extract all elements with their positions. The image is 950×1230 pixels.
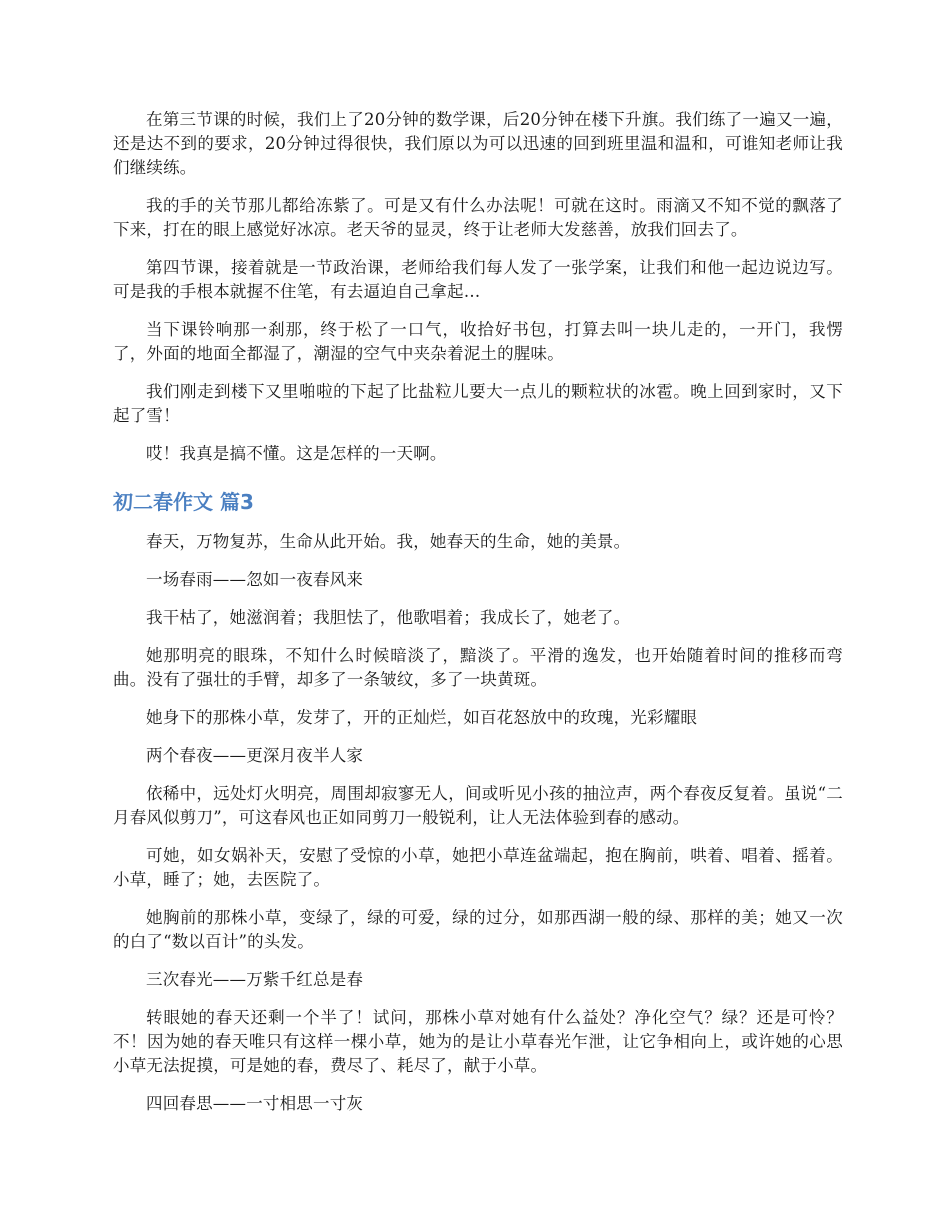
paragraph: 她身下的那株小草，发芽了，开的正灿烂，如百花怒放中的玫瑰，光彩耀眼 [146,708,698,727]
subheading-line: 一场春雨——忽如一夜春风来 [146,570,364,589]
paragraph: 转眼她的春天还剩一个半了！试问，那株小草对她有什么益处？净化空气？绿？还是可怜？不！因为她的春天唯只有这样一棵小草，她为的是让小草春光乍泄，让它争相向上，或许她的心思小草无法捉摸，可是她的春，费尽了、耗尽了，献于小草。 [113,1008,843,1075]
paragraph: 我干枯了，她滋润着；我胆怯了，他歌唱着；我成长了，她老了。 [146,608,631,627]
paragraph: 在第三节课的时候，我们上了20分钟的数学课，后20分钟在楼下升旗。我们练了一遍又一遍，还是达不到的要求，20分钟过得很快，我们原以为可以迅速的回到班里温和温和，可谁知老师让我们继续练。 [113,110,843,177]
paragraph: 春天，万物复苏，生命从此开始。我，她春天的生命，她的美景。 [146,532,631,551]
paragraph: 她胸前的那株小草，变绿了，绿的可爱，绿的过分，如那西湖一般的绿、那样的美；她又一次的白了“数以百计”的头发。 [113,908,843,951]
paragraph: 哎！我真是搞不懂。这是怎样的一天啊。 [146,444,447,463]
section-heading: 初二春作文 篇3 [113,490,254,514]
paragraph: 依稀中，远处灯火明亮，周围却寂寥无人，间或听见小孩的抽泣声，两个春夜反复着。虽说“二月春风似剪刀”，可这春风也正如同剪刀一般锐利，让人无法体验到春的感动。 [113,784,843,827]
paragraph: 可她，如女娲补天，安慰了受惊的小草，她把小草连盆端起，抱在胸前，哄着、唱着、摇着。小草，睡了；她，去医院了。 [113,846,843,889]
document-page [113,108,843,1130]
section-1 [113,108,843,466]
paragraph: 我的手的关节那儿都给冻紫了。可是又有什么办法呢！可就在这时。雨滴又不知不觉的飘落了下来，打在的眼上感觉好冰凉。老天爷的显灵，终于让老师大发慈善，放我们回去了。 [113,196,843,239]
subheading-line: 两个春夜——更深月夜半人家 [146,746,364,765]
section-2 [113,530,843,1116]
subheading-line: 三次春光——万紫千红总是春 [146,970,364,989]
paragraph: 她那明亮的眼珠，不知什么时候暗淡了，黯淡了。平滑的逸发，也开始随着时间的推移而弯曲。没有了强壮的手臂，却多了一条皱纹，多了一块黄斑。 [113,646,843,689]
paragraph: 当下课铃响那一刹那，终于松了一口气，收拾好书包，打算去叫一块儿走的，一开门，我愣了，外面的地面全都湿了，潮湿的空气中夹杂着泥土的腥味。 [113,320,843,363]
subheading-line: 四回春思——一寸相思一寸灰 [146,1094,364,1113]
paragraph: 第四节课，接着就是一节政治课，老师给我们每人发了一张学案，让我们和他一起边说边写。可是我的手根本就握不住笔，有去逼迫自己拿起… [113,258,843,301]
paragraph: 我们刚走到楼下又里啪啦的下起了比盐粒儿要大一点儿的颗粒状的冰雹。晚上回到家时，又下起了雪！ [113,382,843,425]
